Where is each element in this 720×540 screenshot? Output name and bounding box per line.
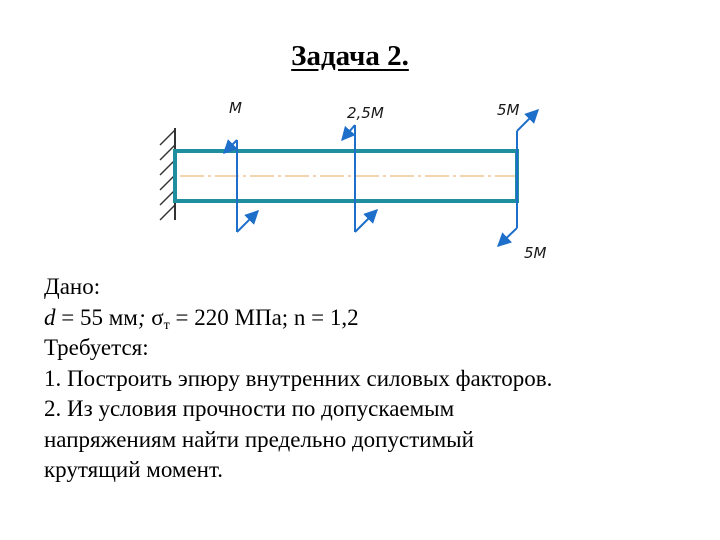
d-value: = 55 мм [55,304,138,330]
sigma-value: = 220 МПа; n = 1,2 [169,304,359,330]
given-values [44,303,704,334]
moment-label-5M-top: 5M [497,101,520,119]
moment-2.5M [342,104,384,232]
problem-text [44,272,704,486]
moment-label-M: M [229,99,242,117]
d-symbol: d [44,304,56,330]
moment-label-5M-bottom: 5M [524,244,547,262]
moment-5M [497,101,547,262]
moment-M [224,99,258,232]
given-heading: Дано: [44,274,101,299]
sigma-subscript: т [163,317,170,333]
required-item: напряжениям найти предельно допустимый [44,426,474,452]
fixed-wall [160,128,175,220]
required-item: крутящий момент. [44,457,224,482]
sigma-symbol: σ [151,304,164,330]
required-heading: Требуется: [44,335,149,360]
moment-label-2.5M: 2,5M [347,104,384,122]
required-item: 1. Построить эпюру внутренних силовых факторов. [44,365,553,391]
required-item: 2. Из условия прочности по допускаемым [44,396,455,421]
problem-title: Задача 2. [291,40,409,72]
separator: ; [137,304,152,330]
